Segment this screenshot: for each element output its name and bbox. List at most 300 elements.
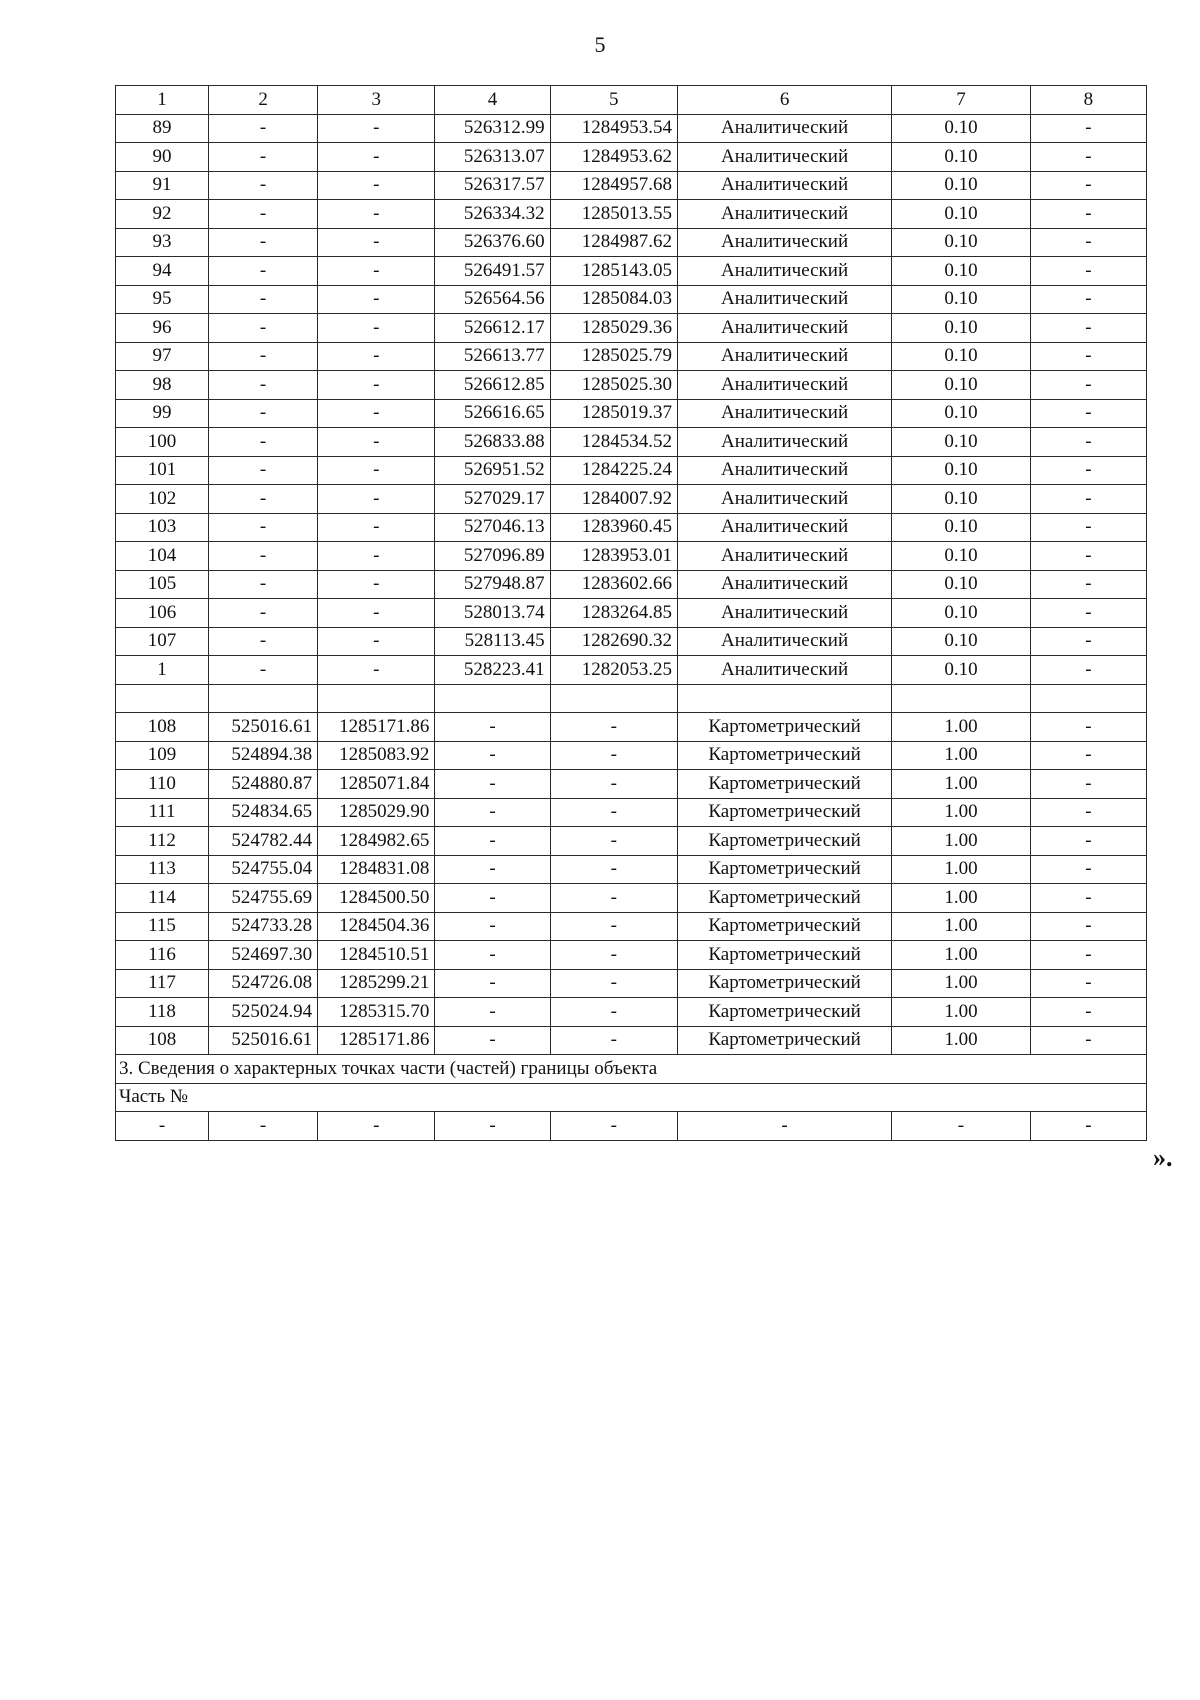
x-old-cell: - — [208, 570, 317, 599]
y-old-cell: 1285171.86 — [318, 713, 435, 742]
x-old-cell: - — [208, 342, 317, 371]
description-cell: - — [1030, 171, 1146, 200]
x-old-cell: 524755.04 — [208, 855, 317, 884]
y-old-cell: - — [318, 428, 435, 457]
final-row — [116, 1112, 1147, 1141]
closing-quote-mark: ». — [1153, 1143, 1173, 1172]
precision-cell: 0.10 — [892, 428, 1030, 457]
precision-cell: 1.00 — [892, 741, 1030, 770]
description-cell: - — [1030, 998, 1146, 1027]
x-new-cell: - — [435, 713, 550, 742]
header-cell-6: 6 — [677, 86, 891, 115]
y-new-cell: 1285029.36 — [550, 314, 677, 343]
point-number-cell: 91 — [116, 171, 209, 200]
precision-cell: 1.00 — [892, 855, 1030, 884]
precision-cell: 0.10 — [892, 599, 1030, 628]
table-row — [116, 456, 1147, 485]
precision-cell: - — [892, 1112, 1030, 1141]
table-row — [116, 912, 1147, 941]
x-new-cell: 526564.56 — [435, 285, 550, 314]
y-old-cell: 1284500.50 — [318, 884, 435, 913]
method-cell: Аналитический — [677, 143, 891, 172]
table-row — [116, 855, 1147, 884]
y-old-cell: 1285029.90 — [318, 798, 435, 827]
point-number-cell: 105 — [116, 570, 209, 599]
method-cell: Аналитический — [677, 656, 891, 685]
x-old-cell: - — [208, 257, 317, 286]
table-row — [116, 998, 1147, 1027]
method-cell: - — [677, 1112, 891, 1141]
method-cell: Картометрический — [677, 770, 891, 799]
x-new-cell: - — [435, 827, 550, 856]
y-new-cell: 1282053.25 — [550, 656, 677, 685]
method-cell: Картометрический — [677, 998, 891, 1027]
x-old-cell: - — [208, 1112, 317, 1141]
table-row — [116, 570, 1147, 599]
y-old-cell: - — [318, 257, 435, 286]
x-new-cell: 526491.57 — [435, 257, 550, 286]
precision-cell: 1.00 — [892, 770, 1030, 799]
point-number-cell: 97 — [116, 342, 209, 371]
x-new-cell: 526833.88 — [435, 428, 550, 457]
x-old-cell: 524834.65 — [208, 798, 317, 827]
description-cell: - — [1030, 257, 1146, 286]
precision-cell: 0.10 — [892, 485, 1030, 514]
table-row — [116, 399, 1147, 428]
x-old-cell: - — [208, 114, 317, 143]
description-cell: - — [1030, 342, 1146, 371]
x-old-cell: 524782.44 — [208, 827, 317, 856]
blank-cell — [677, 684, 891, 713]
y-new-cell: - — [550, 941, 677, 970]
x-new-cell: 526612.17 — [435, 314, 550, 343]
y-new-cell: 1285013.55 — [550, 200, 677, 229]
method-cell: Картометрический — [677, 855, 891, 884]
table-row — [116, 171, 1147, 200]
x-old-cell: 524726.08 — [208, 969, 317, 998]
y-new-cell: - — [550, 741, 677, 770]
method-cell: Аналитический — [677, 285, 891, 314]
point-number-cell: 117 — [116, 969, 209, 998]
point-number-cell: 116 — [116, 941, 209, 970]
y-old-cell: - — [318, 171, 435, 200]
x-new-cell: 526312.99 — [435, 114, 550, 143]
description-cell: - — [1030, 1026, 1146, 1055]
x-old-cell: - — [208, 656, 317, 685]
x-old-cell: 525016.61 — [208, 1026, 317, 1055]
method-cell: Аналитический — [677, 399, 891, 428]
x-new-cell: 527046.13 — [435, 513, 550, 542]
y-new-cell: - — [550, 912, 677, 941]
y-new-cell: - — [550, 798, 677, 827]
y-new-cell: 1285084.03 — [550, 285, 677, 314]
precision-cell: 1.00 — [892, 998, 1030, 1027]
x-new-cell: 527948.87 — [435, 570, 550, 599]
description-cell: - — [1030, 542, 1146, 571]
method-cell: Аналитический — [677, 114, 891, 143]
y-old-cell: - — [318, 314, 435, 343]
x-new-cell: 526376.60 — [435, 228, 550, 257]
method-cell: Картометрический — [677, 884, 891, 913]
method-cell: Аналитический — [677, 228, 891, 257]
method-cell: Аналитический — [677, 627, 891, 656]
point-number-cell: 103 — [116, 513, 209, 542]
description-cell: - — [1030, 570, 1146, 599]
description-cell: - — [1030, 656, 1146, 685]
x-new-cell: - — [435, 884, 550, 913]
precision-cell: 0.10 — [892, 114, 1030, 143]
method-cell: Аналитический — [677, 513, 891, 542]
description-cell: - — [1030, 855, 1146, 884]
x-old-cell: - — [208, 371, 317, 400]
y-new-cell: 1284953.62 — [550, 143, 677, 172]
y-new-cell: 1284987.62 — [550, 228, 677, 257]
precision-cell: 0.10 — [892, 228, 1030, 257]
precision-cell: 0.10 — [892, 143, 1030, 172]
blank-separator-row — [116, 684, 1147, 713]
x-new-cell: 526334.32 — [435, 200, 550, 229]
description-cell: - — [1030, 1112, 1146, 1141]
point-number-cell: 96 — [116, 314, 209, 343]
x-old-cell: 525024.94 — [208, 998, 317, 1027]
y-old-cell: 1284982.65 — [318, 827, 435, 856]
x-old-cell: - — [208, 428, 317, 457]
description-cell: - — [1030, 428, 1146, 457]
description-cell: - — [1030, 827, 1146, 856]
point-number-cell: 104 — [116, 542, 209, 571]
y-old-cell: - — [318, 656, 435, 685]
precision-cell: 1.00 — [892, 798, 1030, 827]
y-new-cell: - — [550, 827, 677, 856]
x-old-cell: - — [208, 542, 317, 571]
y-old-cell: 1285299.21 — [318, 969, 435, 998]
y-new-cell: 1283264.85 — [550, 599, 677, 628]
method-cell: Аналитический — [677, 171, 891, 200]
method-cell: Аналитический — [677, 342, 891, 371]
x-new-cell: 526313.07 — [435, 143, 550, 172]
y-old-cell: - — [318, 342, 435, 371]
x-new-cell: 527096.89 — [435, 542, 550, 571]
description-cell: - — [1030, 399, 1146, 428]
precision-cell: 0.10 — [892, 342, 1030, 371]
y-old-cell: - — [318, 371, 435, 400]
y-new-cell: 1285025.79 — [550, 342, 677, 371]
y-old-cell: - — [318, 143, 435, 172]
table-row — [116, 656, 1147, 685]
y-old-cell: 1285083.92 — [318, 741, 435, 770]
table-row — [116, 485, 1147, 514]
point-number-cell: 107 — [116, 627, 209, 656]
section-title-row — [116, 1055, 1147, 1084]
precision-cell: 0.10 — [892, 656, 1030, 685]
point-number-cell: 101 — [116, 456, 209, 485]
table-row — [116, 314, 1147, 343]
blank-cell — [892, 684, 1030, 713]
description-cell: - — [1030, 627, 1146, 656]
method-cell: Аналитический — [677, 371, 891, 400]
table-body — [116, 86, 1147, 1141]
y-old-cell: - — [318, 599, 435, 628]
y-old-cell: - — [318, 627, 435, 656]
table-row — [116, 941, 1147, 970]
y-new-cell: - — [550, 855, 677, 884]
precision-cell: 0.10 — [892, 257, 1030, 286]
y-old-cell: 1284504.36 — [318, 912, 435, 941]
y-new-cell: - — [550, 1026, 677, 1055]
description-cell: - — [1030, 143, 1146, 172]
precision-cell: 0.10 — [892, 200, 1030, 229]
method-cell: Картометрический — [677, 798, 891, 827]
point-number-cell: 108 — [116, 1026, 209, 1055]
table-row — [116, 770, 1147, 799]
table-row — [116, 257, 1147, 286]
x-new-cell: - — [435, 855, 550, 884]
precision-cell: 0.10 — [892, 399, 1030, 428]
y-new-cell: 1285025.30 — [550, 371, 677, 400]
point-number-cell: 113 — [116, 855, 209, 884]
precision-cell: 1.00 — [892, 941, 1030, 970]
point-number-cell: - — [116, 1112, 209, 1141]
method-cell: Картометрический — [677, 713, 891, 742]
section-title: 3. Сведения о характерных точках части (частей) границы объекта — [116, 1055, 1147, 1084]
precision-cell: 0.10 — [892, 285, 1030, 314]
description-cell: - — [1030, 884, 1146, 913]
table-row — [116, 798, 1147, 827]
x-old-cell: - — [208, 513, 317, 542]
precision-cell: 0.10 — [892, 542, 1030, 571]
y-old-cell: - — [318, 513, 435, 542]
precision-cell: 1.00 — [892, 827, 1030, 856]
y-new-cell: 1285019.37 — [550, 399, 677, 428]
blank-cell — [208, 684, 317, 713]
point-number-cell: 90 — [116, 143, 209, 172]
precision-cell: 1.00 — [892, 713, 1030, 742]
precision-cell: 1.00 — [892, 969, 1030, 998]
header-cell-1: 1 — [116, 86, 209, 115]
point-number-cell: 109 — [116, 741, 209, 770]
precision-cell: 1.00 — [892, 1026, 1030, 1055]
y-old-cell: - — [318, 399, 435, 428]
x-old-cell: 525016.61 — [208, 713, 317, 742]
x-new-cell: 526317.57 — [435, 171, 550, 200]
table-row — [116, 285, 1147, 314]
y-new-cell: - — [550, 998, 677, 1027]
description-cell: - — [1030, 456, 1146, 485]
description-cell: - — [1030, 770, 1146, 799]
blank-cell — [116, 684, 209, 713]
point-number-cell: 95 — [116, 285, 209, 314]
point-number-cell: 111 — [116, 798, 209, 827]
y-new-cell: 1283602.66 — [550, 570, 677, 599]
x-old-cell: - — [208, 399, 317, 428]
y-old-cell: 1284510.51 — [318, 941, 435, 970]
x-new-cell: - — [435, 1026, 550, 1055]
x-old-cell: - — [208, 485, 317, 514]
y-new-cell: - — [550, 770, 677, 799]
method-cell: Картометрический — [677, 827, 891, 856]
y-old-cell: - — [318, 485, 435, 514]
precision-cell: 0.10 — [892, 456, 1030, 485]
part-label: Часть № — [116, 1083, 1147, 1112]
point-number-cell: 99 — [116, 399, 209, 428]
precision-cell: 0.10 — [892, 371, 1030, 400]
y-new-cell: 1283960.45 — [550, 513, 677, 542]
y-old-cell: - — [318, 456, 435, 485]
table-row — [116, 599, 1147, 628]
x-new-cell: 526613.77 — [435, 342, 550, 371]
x-new-cell: 526951.52 — [435, 456, 550, 485]
method-cell: Картометрический — [677, 741, 891, 770]
method-cell: Картометрический — [677, 1026, 891, 1055]
x-new-cell: - — [435, 798, 550, 827]
precision-cell: 0.10 — [892, 513, 1030, 542]
y-new-cell: 1284534.52 — [550, 428, 677, 457]
description-cell: - — [1030, 741, 1146, 770]
description-cell: - — [1030, 200, 1146, 229]
method-cell: Аналитический — [677, 456, 891, 485]
y-new-cell: - — [550, 969, 677, 998]
header-cell-2: 2 — [208, 86, 317, 115]
x-old-cell: - — [208, 285, 317, 314]
y-old-cell: - — [318, 1112, 435, 1141]
x-new-cell: - — [435, 998, 550, 1027]
y-old-cell: 1284831.08 — [318, 855, 435, 884]
point-number-cell: 118 — [116, 998, 209, 1027]
y-new-cell: 1284953.54 — [550, 114, 677, 143]
x-new-cell: 526616.65 — [435, 399, 550, 428]
x-new-cell: 528223.41 — [435, 656, 550, 685]
table-row — [116, 513, 1147, 542]
point-number-cell: 94 — [116, 257, 209, 286]
y-old-cell: - — [318, 285, 435, 314]
blank-cell — [1030, 684, 1146, 713]
header-cell-5: 5 — [550, 86, 677, 115]
header-cell-8: 8 — [1030, 86, 1146, 115]
x-old-cell: 524697.30 — [208, 941, 317, 970]
description-cell: - — [1030, 371, 1146, 400]
table-row — [116, 827, 1147, 856]
description-cell: - — [1030, 314, 1146, 343]
x-new-cell: - — [435, 941, 550, 970]
precision-cell: 0.10 — [892, 627, 1030, 656]
header-cell-3: 3 — [318, 86, 435, 115]
table-row — [116, 342, 1147, 371]
precision-cell: 1.00 — [892, 884, 1030, 913]
y-new-cell: 1282690.32 — [550, 627, 677, 656]
method-cell: Аналитический — [677, 599, 891, 628]
point-number-cell: 110 — [116, 770, 209, 799]
y-new-cell: 1284957.68 — [550, 171, 677, 200]
boundary-points-table — [115, 85, 1147, 1141]
point-number-cell: 89 — [116, 114, 209, 143]
x-new-cell: 526612.85 — [435, 371, 550, 400]
description-cell: - — [1030, 713, 1146, 742]
table-row — [116, 143, 1147, 172]
table-row — [116, 114, 1147, 143]
y-new-cell: 1284007.92 — [550, 485, 677, 514]
point-number-cell: 100 — [116, 428, 209, 457]
method-cell: Картометрический — [677, 912, 891, 941]
x-old-cell: 524733.28 — [208, 912, 317, 941]
x-old-cell: - — [208, 228, 317, 257]
precision-cell: 0.10 — [892, 314, 1030, 343]
x-old-cell: 524880.87 — [208, 770, 317, 799]
y-old-cell: - — [318, 570, 435, 599]
description-cell: - — [1030, 285, 1146, 314]
x-new-cell: - — [435, 770, 550, 799]
method-cell: Аналитический — [677, 570, 891, 599]
table-row — [116, 542, 1147, 571]
method-cell: Аналитический — [677, 200, 891, 229]
method-cell: Аналитический — [677, 314, 891, 343]
blank-cell — [318, 684, 435, 713]
table-row — [116, 627, 1147, 656]
page-number: 5 — [594, 32, 606, 57]
x-old-cell: 524755.69 — [208, 884, 317, 913]
table-row — [116, 741, 1147, 770]
precision-cell: 1.00 — [892, 912, 1030, 941]
y-old-cell: - — [318, 200, 435, 229]
point-number-cell: 98 — [116, 371, 209, 400]
x-old-cell: - — [208, 456, 317, 485]
x-old-cell: - — [208, 200, 317, 229]
table-row — [116, 969, 1147, 998]
description-cell: - — [1030, 941, 1146, 970]
table-row — [116, 428, 1147, 457]
method-cell: Картометрический — [677, 969, 891, 998]
x-old-cell: 524894.38 — [208, 741, 317, 770]
x-new-cell: 528113.45 — [435, 627, 550, 656]
y-old-cell: 1285171.86 — [318, 1026, 435, 1055]
table-row — [116, 200, 1147, 229]
x-old-cell: - — [208, 599, 317, 628]
point-number-cell: 1 — [116, 656, 209, 685]
point-number-cell: 92 — [116, 200, 209, 229]
table-row — [116, 1026, 1147, 1055]
header-cell-7: 7 — [892, 86, 1030, 115]
table-row — [116, 884, 1147, 913]
x-new-cell: - — [435, 1112, 550, 1141]
y-new-cell: - — [550, 1112, 677, 1141]
point-number-cell: 115 — [116, 912, 209, 941]
y-old-cell: 1285071.84 — [318, 770, 435, 799]
method-cell: Аналитический — [677, 257, 891, 286]
point-number-cell: 112 — [116, 827, 209, 856]
x-new-cell: 528013.74 — [435, 599, 550, 628]
x-old-cell: - — [208, 143, 317, 172]
precision-cell: 0.10 — [892, 570, 1030, 599]
description-cell: - — [1030, 599, 1146, 628]
y-new-cell: 1285143.05 — [550, 257, 677, 286]
table-row — [116, 713, 1147, 742]
point-number-cell: 108 — [116, 713, 209, 742]
method-cell: Картометрический — [677, 941, 891, 970]
precision-cell: 0.10 — [892, 171, 1030, 200]
method-cell: Аналитический — [677, 485, 891, 514]
description-cell: - — [1030, 798, 1146, 827]
method-cell: Аналитический — [677, 542, 891, 571]
x-new-cell: - — [435, 969, 550, 998]
y-new-cell: 1284225.24 — [550, 456, 677, 485]
point-number-cell: 93 — [116, 228, 209, 257]
description-cell: - — [1030, 912, 1146, 941]
description-cell: - — [1030, 485, 1146, 514]
table-row — [116, 228, 1147, 257]
description-cell: - — [1030, 228, 1146, 257]
y-old-cell: - — [318, 542, 435, 571]
x-new-cell: 527029.17 — [435, 485, 550, 514]
method-cell: Аналитический — [677, 428, 891, 457]
